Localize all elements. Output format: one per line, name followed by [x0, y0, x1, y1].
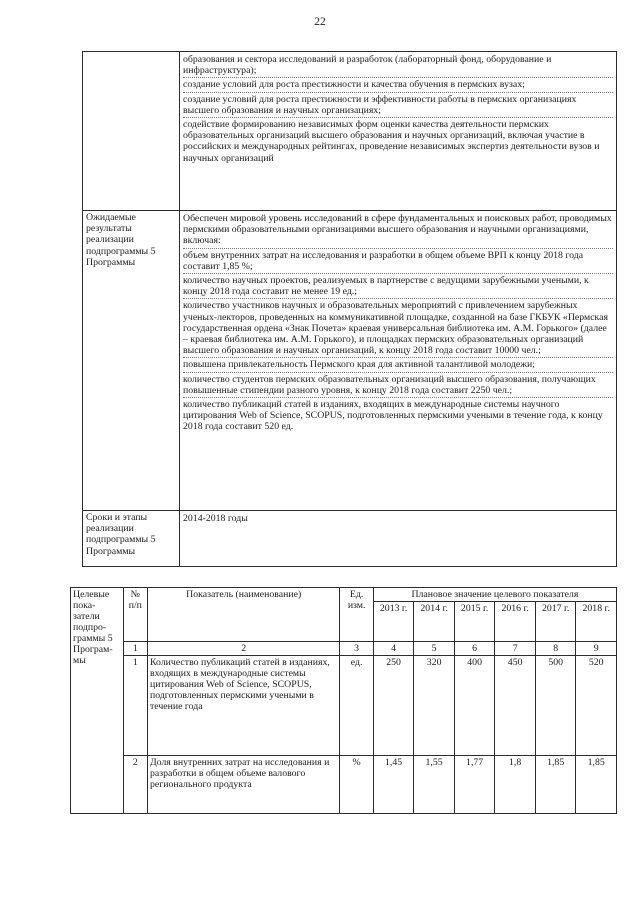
column-number: 9	[576, 642, 617, 656]
column-number: 1	[123, 642, 147, 656]
column-number: 3	[340, 642, 373, 656]
list-item: количество научных проектов, реализуемых в партнерстве с ведущими зарубежными учеными, к концу 2018 года составит не менее 19 ед.;	[183, 274, 613, 299]
table-row	[71, 656, 617, 756]
page-number: 22	[314, 16, 326, 28]
indicator-value: 250	[373, 656, 414, 756]
indicator-unit: ед.	[340, 656, 373, 756]
indicator-value: 1,55	[414, 756, 455, 814]
indicator-value: 320	[414, 656, 455, 756]
list-item: повышена привлекательность Пермского края для активной талантливой молодежи;	[183, 358, 613, 372]
indicator-value: 1,85	[535, 756, 576, 814]
column-number: 8	[535, 642, 576, 656]
list-item: создание условий для роста престижности и эффективности работы в пермских организациях высшего образования и научных организациях;	[183, 93, 613, 118]
column-header-year: 2017 г.	[535, 602, 576, 642]
list-item: Обеспечен мировой уровень исследований в сфере фундаментальных и поисковых работ, проводимых пермскими образовательными организациями высшего образования и научными организациями, включая:	[183, 212, 613, 249]
table-row	[83, 52, 617, 211]
list-item: создание условий для роста престижности и качества обучения в пермских вузах;	[183, 78, 613, 92]
indicator-value: 500	[535, 656, 576, 756]
column-number: 5	[414, 642, 455, 656]
row-number: 1	[123, 656, 147, 756]
indicator-value: 1,77	[454, 756, 495, 814]
row-content	[180, 511, 617, 567]
column-header-num: № п/п	[123, 588, 147, 642]
column-header-unit: Ед. изм.	[340, 588, 373, 642]
indicator-value: 400	[454, 656, 495, 756]
list-item: объем внутренних затрат на исследования и разработки в общем объеме ВРП к концу 2018 года составит 1,85 %;	[183, 249, 613, 274]
column-number-row	[71, 642, 617, 656]
row-content	[180, 211, 617, 511]
indicator-unit: %	[340, 756, 373, 814]
list-item: количество публикаций статей в изданиях, входящих в международные системы научного цитирования Web of Science, SCOPUS, подготовленных пермскими учеными в течение года, к концу 2018 года составит 520 ед.	[183, 399, 603, 433]
row-number: 2	[123, 756, 147, 814]
row-label: Сроки и этапы реализации подпрограммы 5 Программы	[83, 511, 180, 567]
column-number: 7	[495, 642, 536, 656]
column-header-planned: Плановое значение целевого показателя	[373, 588, 616, 602]
column-header-year: 2013 г.	[373, 602, 414, 642]
indicator-name: Доля внутренних затрат на исследования и разработки в общем объеме валового регионального продукта	[147, 756, 339, 814]
indicator-value: 1,8	[495, 756, 536, 814]
list-item: количество участников научных и образовательных мероприятий с привлечением зарубежных ученых-лекторов, проведенных на коммуникативной площадке, созданной на базе ГКБУК «Пермская государственная ордена «Знак Почета» краевая универсальная библиотека им. А.М. Горького» (далее – краевая библиотека им. А.М. Горького), и площадках пермских образовательных организаций высшего образования и научных организаций, к концу 2018 года составит 10000 чел.;	[183, 299, 613, 358]
row-label	[83, 52, 180, 211]
table-header-row	[71, 588, 617, 602]
indicator-value: 1,85	[576, 756, 617, 814]
indicator-value: 1,45	[373, 756, 414, 814]
column-header-year: 2016 г.	[495, 602, 536, 642]
indicators-table	[70, 587, 617, 814]
list-item: образования и сектора исследований и разработок (лабораторный фонд, оборудование и инфраструктура);	[183, 53, 613, 78]
column-number: 4	[373, 642, 414, 656]
row-content	[180, 52, 617, 211]
column-number: 2	[147, 642, 339, 656]
indicator-name: Количество публикаций статей в изданиях, входящих в международные системы цитирования Web of Science, SCOPUS, подготовленных пермскими учеными в течение года	[147, 656, 339, 756]
table-row	[83, 511, 617, 567]
list-item: 2014-2018 годы	[183, 513, 248, 524]
indicator-value: 520	[576, 656, 617, 756]
column-header-year: 2018 г.	[576, 602, 617, 642]
row-label: Ожидаемые результаты реализации подпрограммы 5 Программы	[83, 211, 180, 511]
program-table	[82, 51, 617, 567]
indicator-value: 450	[495, 656, 536, 756]
column-number: 6	[454, 642, 495, 656]
table-row	[83, 211, 617, 511]
column-header-name: Показатель (наименование)	[147, 588, 339, 642]
list-item: количество студентов пермских образовательных организаций высшего образования, получающих повышенные стипендии разного уровня, к концу 2018 года составит 2250 чел.;	[183, 373, 613, 398]
list-item: содействие формированию независимых форм оценки качества деятельности пермских образовательных организаций высшего образования и научных организаций, включая участие в российских и международных рейтингах, проведение независимых экспертиз деятельности вузов и научных организаций	[183, 119, 600, 164]
column-header-year: 2014 г.	[414, 602, 455, 642]
table-row	[71, 756, 617, 814]
column-header-year: 2015 г.	[454, 602, 495, 642]
section-label: Целевые пока-затели подпро-граммы 5 Програм-мы	[71, 588, 124, 814]
